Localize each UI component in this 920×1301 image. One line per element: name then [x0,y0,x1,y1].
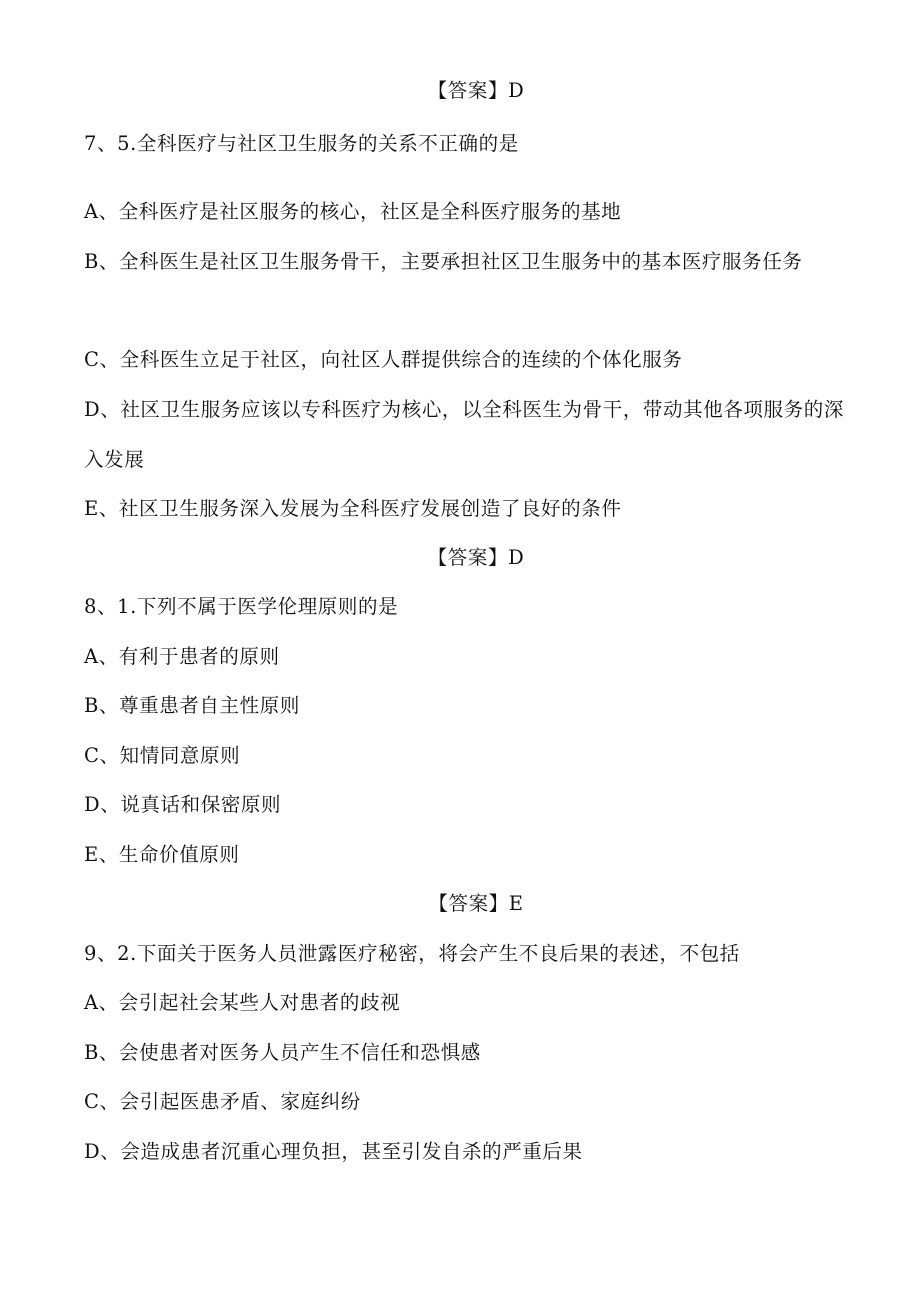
option-8d: D、说真话和保密原则 [84,793,282,816]
option-8a: A、有利于患者的原则 [84,645,280,668]
option-7a: A、全科医疗是社区服务的核心，社区是全科医疗服务的基地 [84,200,622,223]
option-9c: C、会引起医患矛盾、家庭纠纷 [84,1090,361,1113]
question-7: 7、5.全科医疗与社区卫生服务的关系不正确的是 [84,132,519,155]
answer-line: 【答案】D [427,79,525,102]
option-9d: D、会造成患者沉重心理负担，甚至引发自杀的严重后果 [84,1140,583,1163]
option-8b: B、尊重患者自主性原则 [84,694,300,717]
option-7b: B、全科医生是社区卫生服务骨干，主要承担社区卫生服务中的基本医疗服务任务 [84,250,803,273]
option-8c: C、知情同意原则 [84,744,241,767]
option-8e: E、生命价值原则 [84,843,240,866]
answer-line: 【答案】D [427,546,525,569]
answer-line: 【答案】E [428,892,524,915]
option-9b: B、会使患者对医务人员产生不信任和恐惧感 [84,1041,481,1064]
option-7c: C、全科医生立足于社区，向社区人群提供综合的连续的个体化服务 [84,348,683,371]
question-8: 8、1.下列不属于医学伦理原则的是 [84,595,399,618]
option-7d: D、社区卫生服务应该以专科医疗为核心，以全科医生为骨干，带动其他各项服务的深入发展 [84,398,844,471]
option-9a: A、会引起社会某些人对患者的歧视 [84,991,401,1014]
option-7e: E、社区卫生服务深入发展为全科医疗发展创造了良好的条件 [84,497,622,520]
question-9: 9、2.下面关于医务人员泄露医疗秘密，将会产生不良后果的表述，不包括 [84,942,740,965]
